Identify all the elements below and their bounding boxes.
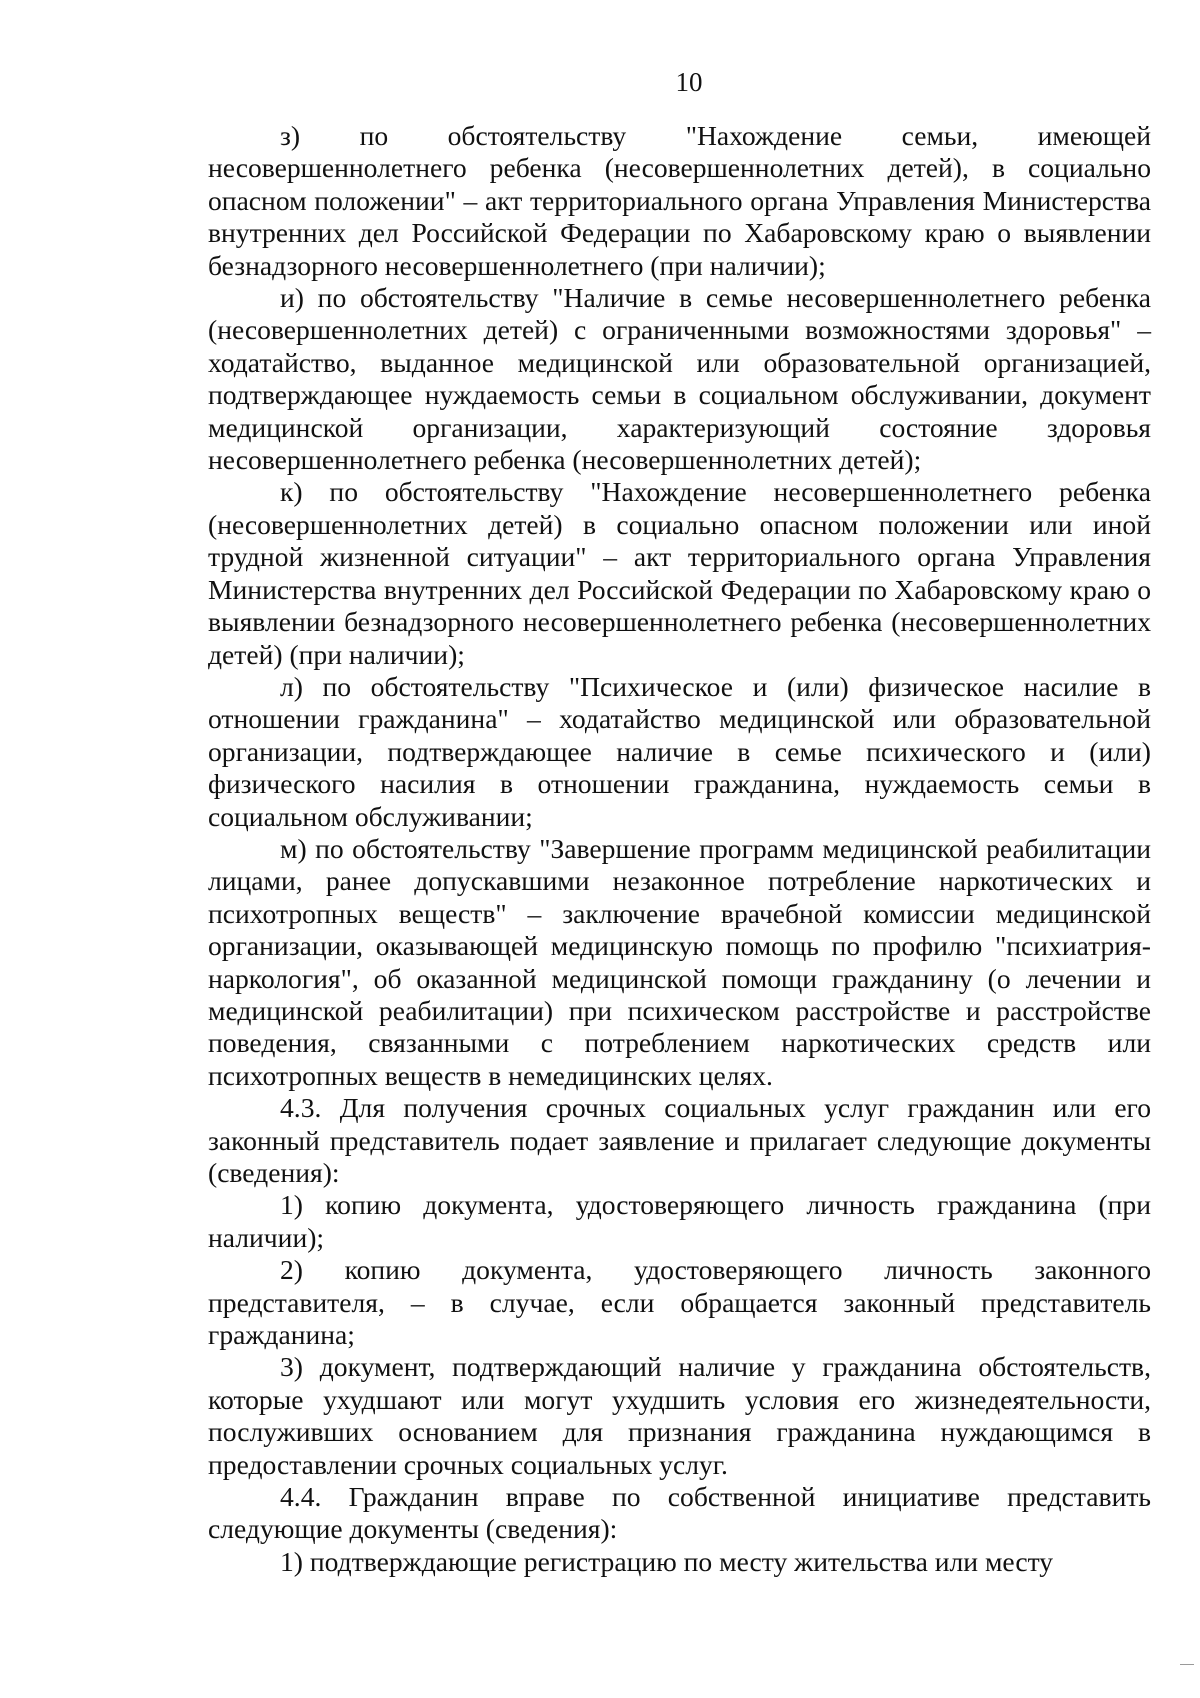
page-number: 10 bbox=[675, 67, 703, 97]
paragraph-4-3-item-2: 2) копию документа, удостоверяющего личность законного представителя, – в случае, если обращается законный представитель гражданина; bbox=[208, 1254, 1151, 1351]
paragraph-item-m: м) по обстоятельству "Завершение программ медицинской реабилитации лицами, ранее допускавшими незаконное потребление наркотических и психотропных веществ" – заключение врачебной комиссии медицинской организации, оказывающей медицинскую помощь по профилю "психиатрия-наркология", об оказанной медицинской помощи гражданину (о лечении и медицинской реабилитации) при психическом расстройстве и расстройстве поведения, связанными с потреблением наркотических средств или психотропных веществ в немедицинских целях. bbox=[208, 832, 1151, 1091]
scan-edge-mark bbox=[1180, 1664, 1194, 1665]
paragraph-item-k: к) по обстоятельству "Нахождение несовершеннолетнего ребенка (несовершеннолетних детей) в социально опасном положении или иной трудной жизненной ситуации" – акт территориального органа Управления Министерства внутренних дел Российской Федерации по Хабаровскому краю о выявлении безнадзорного несовершеннолетнего ребенка (несовершеннолетних детей) (при наличии); bbox=[208, 476, 1151, 670]
paragraph-4-3-item-3: 3) документ, подтверждающий наличие у гражданина обстоятельств, которые ухудшают или могут ухудшить условия его жизнедеятельности, послуживших основанием для признания гражданина нуждающимся в предоставлении срочных социальных услуг. bbox=[208, 1351, 1151, 1480]
document-body bbox=[208, 120, 1151, 1578]
paragraph-item-l: л) по обстоятельству "Психическое и (или) физическое насилие в отношении гражданина" – ходатайство медицинской или образовательной организации, подтверждающее наличие в семье психического и (или) физического насилия в отношении гражданина, нуждаемость семьи в социальном обслуживании; bbox=[208, 670, 1151, 832]
paragraph-section-4-4: 4.4. Гражданин вправе по собственной инициативе представить следующие документы (сведения): bbox=[208, 1481, 1151, 1545]
paragraph-section-4-3: 4.3. Для получения срочных социальных услуг гражданин или его законный представитель подает заявление и прилагает следующие документы (сведения): bbox=[208, 1092, 1151, 1188]
paragraph-item-i: и) по обстоятельству "Наличие в семье несовершеннолетнего ребенка (несовершеннолетних детей) с ограниченными возможностями здоровья" – ходатайство, выданное медицинской или образовательной организацией, подтверждающее нуждаемость семьи в социальном обслуживании, документ медицинской организации, характеризующий состояние здоровья несовершеннолетнего ребенка (несовершеннолетних детей); bbox=[208, 282, 1151, 476]
paragraph-4-4-item-1: 1) подтверждающие регистрацию по месту жительства или месту bbox=[280, 1545, 1054, 1577]
paragraph-4-3-item-1: 1) копию документа, удостоверяющего личность гражданина (при наличии); bbox=[208, 1189, 1151, 1253]
paragraph-item-z: з) по обстоятельству "Нахождение семьи, имеющей несовершеннолетнего ребенка (несовершеннолетних детей), в социально опасном положении" – акт территориального органа Управления Министерства внутренних дел Российской Федерации по Хабаровскому краю о выявлении безнадзорного несовершеннолетнего (при наличии); bbox=[208, 120, 1151, 281]
